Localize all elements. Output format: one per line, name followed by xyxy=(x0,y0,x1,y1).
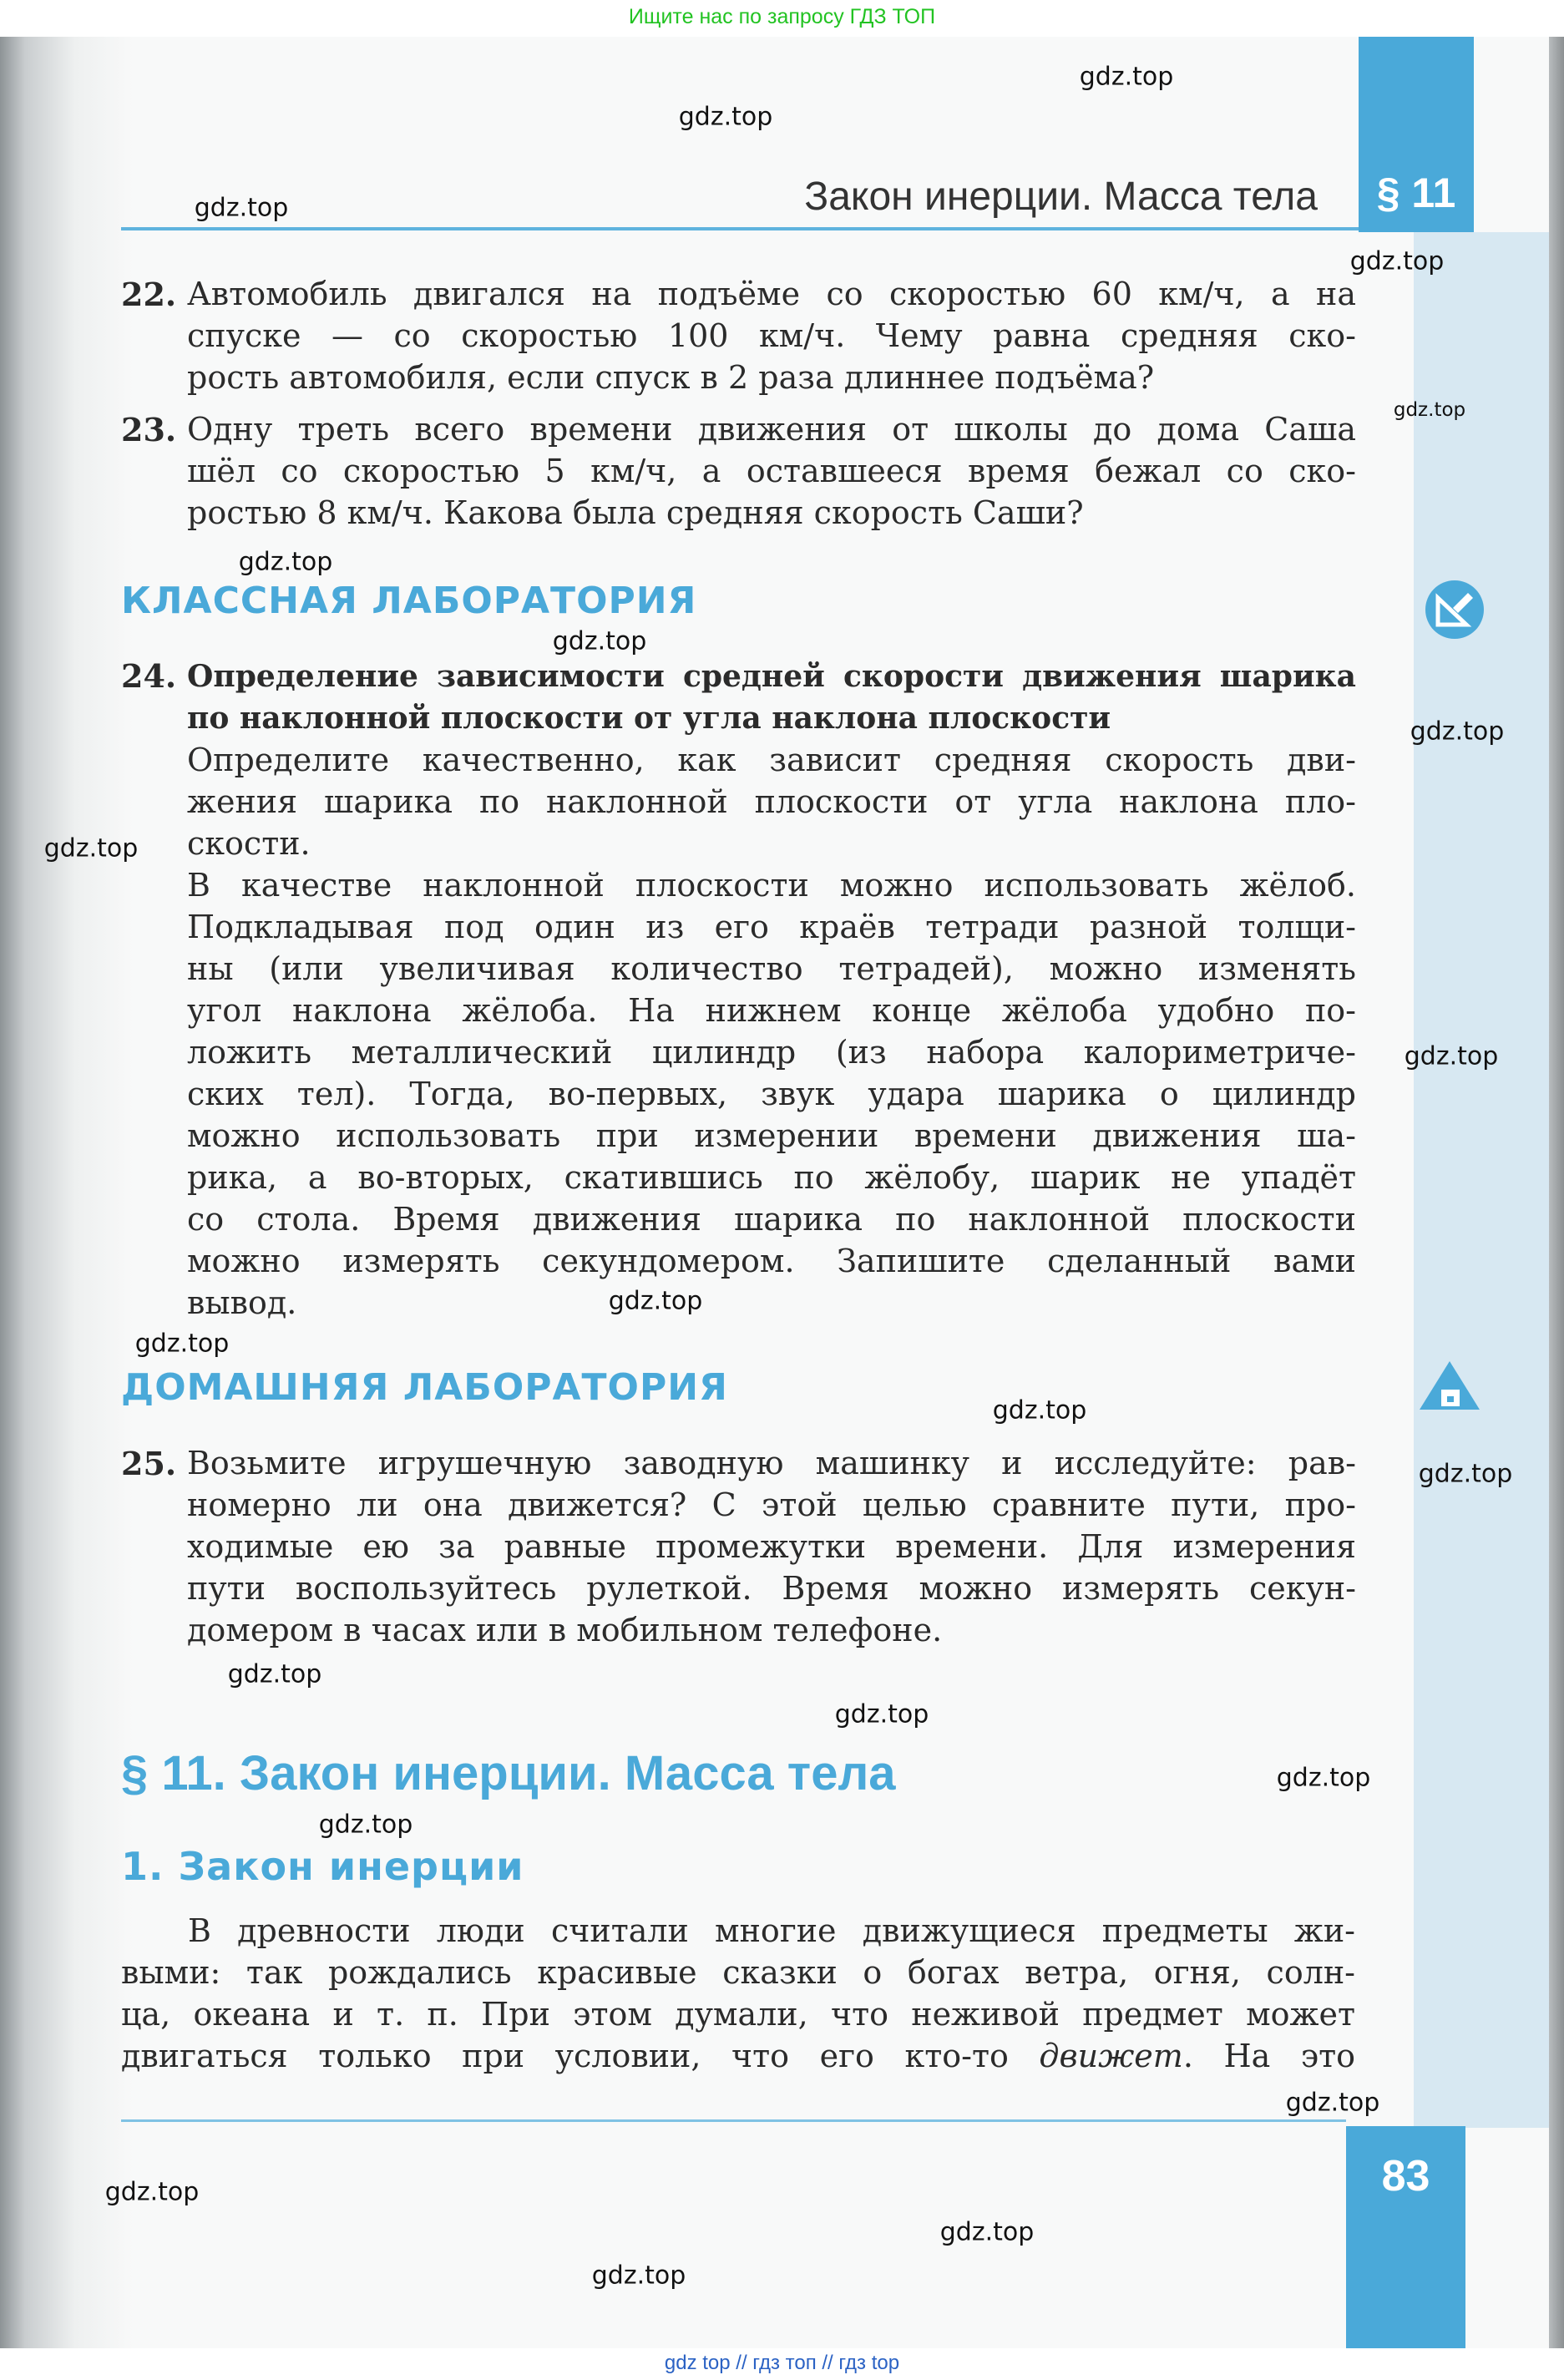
italic-word: движет xyxy=(1039,2038,1183,2074)
side-strip xyxy=(1414,232,1549,2128)
text-line: спуске — со скоростью 100 км/ч. Чему равна средняя ско- xyxy=(187,317,1356,354)
class-lab-heading: КЛАССНАЯ ЛАБОРАТОРИЯ xyxy=(121,580,697,622)
house-icon xyxy=(1418,1360,1481,1411)
text-line: Одну треть всего времени движения от школы до дома Саша xyxy=(187,411,1356,448)
text-line: рость автомобиля, если спуск в 2 раза длиннее подъёма? xyxy=(187,359,1155,396)
home-lab-heading: ДОМАШНЯЯ ЛАБОРАТОРИЯ xyxy=(121,1366,728,1409)
watermark: gdz.top xyxy=(1404,1041,1499,1071)
bottom-banner[interactable]: gdz top // гдз топ // гдз top xyxy=(0,2348,1564,2380)
text-line: пути воспользуйтесь рулеткой. Время можно измерять секун- xyxy=(187,1570,1356,1607)
text-line: Определите качественно, как зависит средняя скорость дви- xyxy=(187,742,1356,778)
text-line: Подкладывая под один из его краёв тетради разной толщи- xyxy=(187,909,1356,945)
task-number: 25. xyxy=(121,1445,177,1482)
watermark: gdz.top xyxy=(834,1699,929,1729)
footer-divider xyxy=(121,2119,1346,2122)
text-line: можно измерять секундомером. Запишите сделанный вами xyxy=(187,1243,1356,1279)
watermark: gdz.top xyxy=(992,1395,1087,1425)
top-banner[interactable]: Ищите нас по запросу ГДЗ ТОП xyxy=(0,0,1564,37)
watermark: gdz.top xyxy=(1410,717,1505,747)
text-fragment: двигаться только при условии, что его кто-то xyxy=(121,2038,1040,2074)
watermark: gdz.top xyxy=(1079,62,1174,92)
running-header-title: Закон инерции. Масса тела xyxy=(804,175,1318,219)
header-divider xyxy=(121,227,1359,230)
watermark: gdz.top xyxy=(227,1659,322,1689)
text-line: рика, а во-вторых, скатившись по жёлобу, шарик не упадёт xyxy=(187,1159,1356,1196)
watermark: gdz.top xyxy=(1276,1763,1371,1793)
watermark: gdz.top xyxy=(194,193,289,223)
watermark: gdz.top xyxy=(43,833,139,863)
task-number: 22. xyxy=(121,276,177,313)
text-line: шёл со скоростью 5 км/ч, а оставшееся время бежал со ско- xyxy=(187,453,1356,489)
ruler-triangle-icon xyxy=(1425,580,1485,640)
text-line: ростью 8 км/ч. Какова была средняя скорость Саши? xyxy=(187,494,1084,531)
watermark: gdz.top xyxy=(1418,1459,1513,1489)
text-line: можно использовать при измерении времени движения ша- xyxy=(187,1117,1356,1154)
text-line: ложить металлический цилиндр (из набора калориметриче- xyxy=(187,1034,1356,1071)
text-line: ны (или увеличивая количество тетрадей), можно изменять xyxy=(187,950,1356,987)
text-line: Автомобиль двигался на подъёме со скоростью 60 км/ч, а на xyxy=(187,276,1356,312)
watermark: gdz.top xyxy=(104,2177,200,2207)
text-line xyxy=(121,2036,1355,2077)
text-line: выми: так рождались красивые сказки о богах ветра, огня, солн- xyxy=(121,1954,1355,1991)
page-number: 83 xyxy=(1381,2152,1430,2200)
watermark: gdz.top xyxy=(134,1329,230,1359)
section-tab-label: § 11 xyxy=(1376,170,1456,216)
text-line: ходимые ею за равные промежутки времени. Для измерения xyxy=(187,1528,1356,1565)
watermark: gdz.top xyxy=(1285,2088,1380,2118)
watermark: gdz.top xyxy=(591,2261,686,2291)
task-number: 24. xyxy=(121,657,177,695)
text-line: номерно ли она движется? С этой целью сравните пути, про- xyxy=(187,1486,1356,1523)
watermark: gdz.top xyxy=(939,2217,1035,2247)
watermark: gdz.top xyxy=(238,547,333,577)
text-line: жения шарика по наклонной плоскости от угла наклона пло- xyxy=(187,783,1356,820)
watermark: gdz.top xyxy=(1393,399,1466,421)
text-line: скости. xyxy=(187,825,311,862)
text-fragment: . На это xyxy=(1182,2038,1355,2074)
task-number: 23. xyxy=(121,411,177,448)
text-line: со стола. Время движения шарика по наклонной плоскости xyxy=(187,1201,1356,1238)
section-title: § 11. Закон инерции. Масса тела xyxy=(121,1746,896,1800)
text-line: В древности люди считали многие движущиеся предметы жи- xyxy=(188,1912,1355,1949)
text-line: домером в часах или в мобильном телефоне. xyxy=(187,1612,943,1648)
text-line: вывод. xyxy=(187,1284,297,1321)
text-line: В качестве наклонной плоскости можно использовать жёлоб. xyxy=(187,867,1356,904)
watermark: gdz.top xyxy=(1349,246,1445,276)
watermark: gdz.top xyxy=(678,102,773,132)
task-title-line: Определение зависимости средней скорости движения шарика xyxy=(187,659,1356,694)
page-number-box xyxy=(1346,2126,1465,2348)
watermark: gdz.top xyxy=(608,1286,703,1316)
section-tab xyxy=(1359,37,1474,232)
text-line: ских тел). Тогда, во-первых, звук удара шарика о цилиндр xyxy=(187,1076,1356,1112)
watermark: gdz.top xyxy=(552,626,647,656)
page-edge xyxy=(1549,37,1564,2350)
task-title-line: по наклонной плоскости от угла наклона плоскости xyxy=(187,701,1111,736)
watermark: gdz.top xyxy=(318,1810,413,1840)
text-line: Возьмите игрушечную заводную машинку и исследуйте: рав- xyxy=(187,1445,1356,1481)
text-line: угол наклона жёлоба. На нижнем конце жёлоба удобно по- xyxy=(187,992,1356,1029)
text-line: ца, океана и т. п. При этом думали, что неживой предмет может xyxy=(121,1996,1355,2033)
subsection-title: 1. Закон инерции xyxy=(121,1844,524,1889)
